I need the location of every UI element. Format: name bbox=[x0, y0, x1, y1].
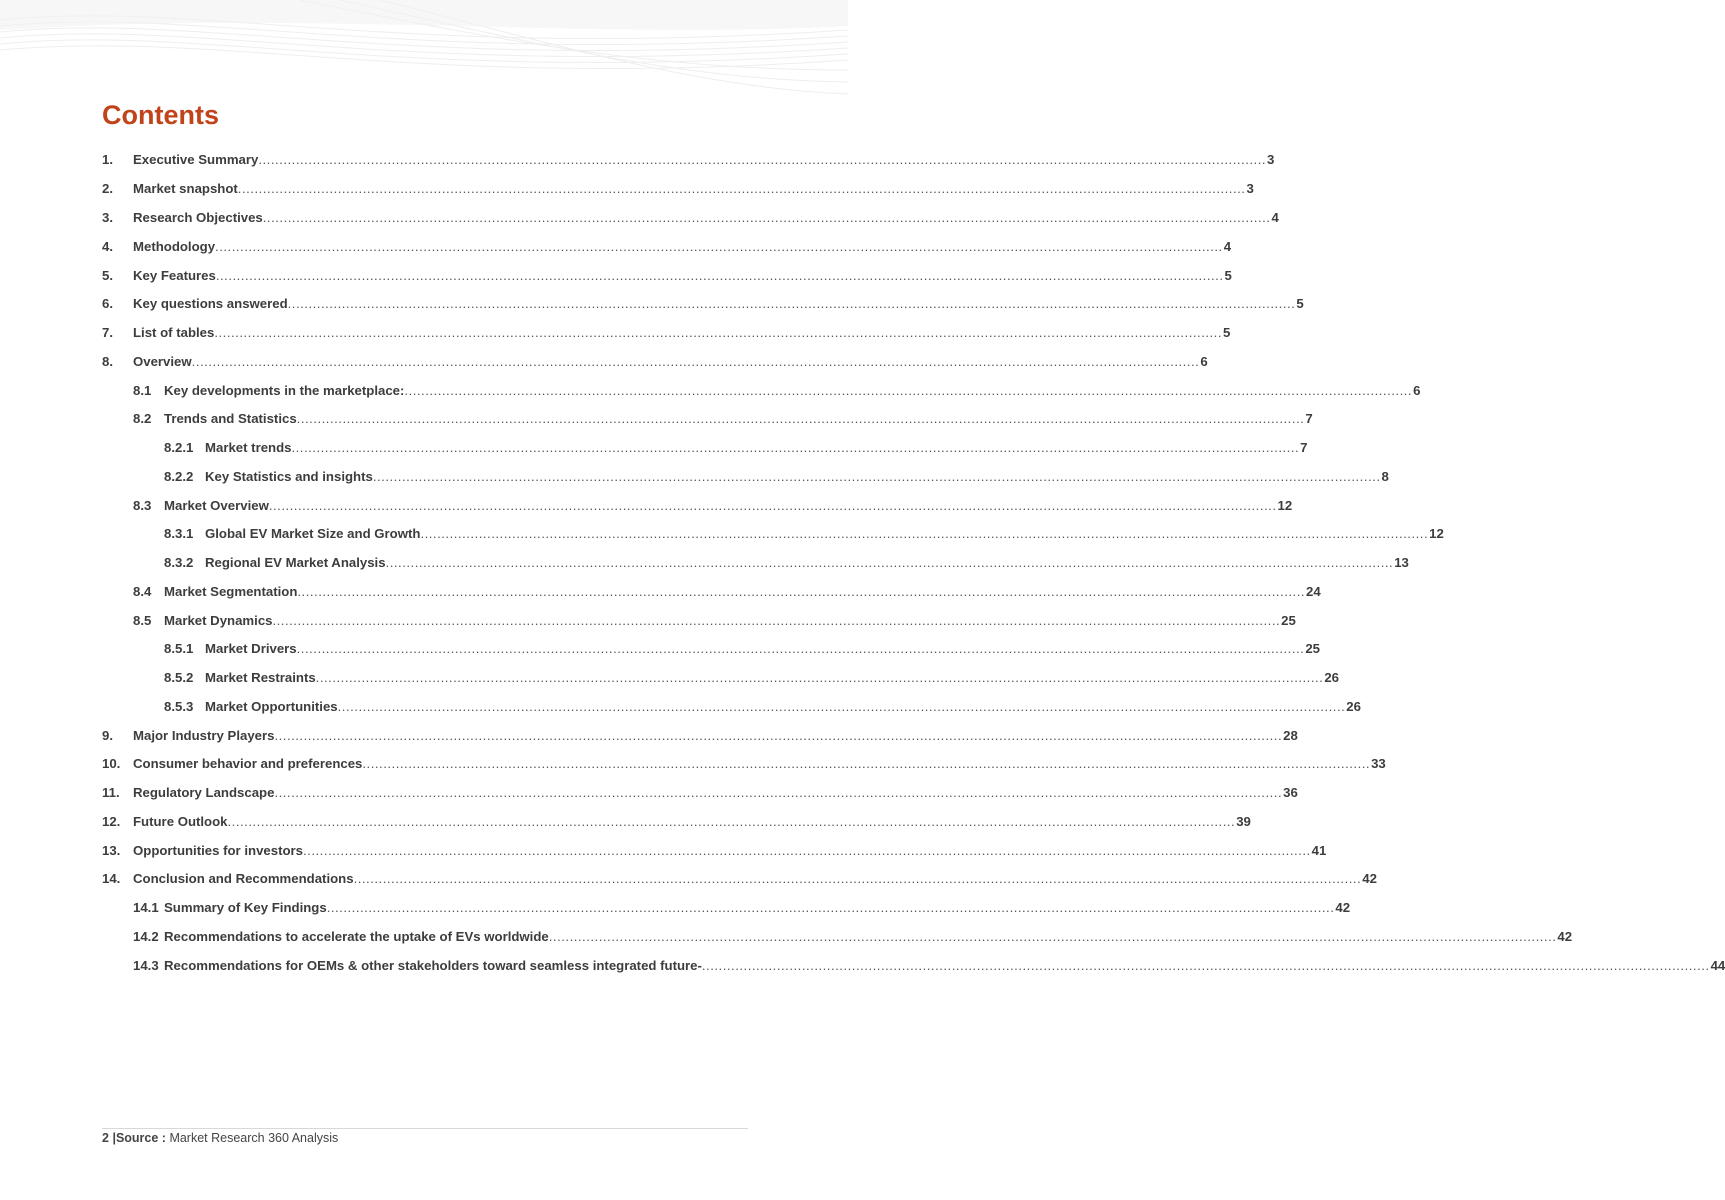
footer-divider bbox=[102, 1128, 748, 1129]
toc-entry-8-3-2[interactable] bbox=[164, 551, 1409, 571]
toc-title: Regional EV Market Analysis bbox=[205, 555, 386, 570]
toc-leader bbox=[288, 296, 1296, 312]
toc-title: Opportunities for investors bbox=[133, 843, 303, 858]
toc-number: 8.5 bbox=[133, 613, 152, 628]
toc-title: Summary of Key Findings bbox=[164, 900, 327, 915]
toc-title: Market Dynamics bbox=[164, 613, 273, 628]
toc-number: 14.2 bbox=[133, 929, 159, 944]
toc-entry-3[interactable] bbox=[102, 206, 1279, 226]
toc-entry-8-1[interactable] bbox=[133, 379, 1421, 399]
toc-page: 5 bbox=[1223, 325, 1231, 340]
toc-entry-8-4[interactable] bbox=[133, 580, 1321, 600]
toc-entry-8-5-2[interactable] bbox=[164, 666, 1340, 686]
toc-entry-12[interactable] bbox=[102, 810, 1251, 830]
toc-page: 39 bbox=[1236, 814, 1251, 829]
toc-page: 26 bbox=[1346, 699, 1361, 714]
toc-page: 25 bbox=[1281, 613, 1296, 628]
toc-number: 12. bbox=[102, 814, 121, 829]
toc-leader bbox=[274, 785, 1282, 801]
toc-page: 36 bbox=[1283, 785, 1298, 800]
toc-title: Key developments in the marketplace: bbox=[164, 383, 405, 398]
toc-leader bbox=[269, 498, 1277, 514]
toc-entry-10[interactable] bbox=[102, 752, 1386, 772]
toc-title: Key Features bbox=[133, 268, 216, 283]
toc-leader bbox=[338, 699, 1346, 715]
toc-entry-7[interactable] bbox=[102, 321, 1231, 341]
toc-page: 7 bbox=[1300, 440, 1308, 455]
toc-number: 8.3 bbox=[133, 498, 152, 513]
toc-leader bbox=[297, 641, 1305, 657]
toc-entry-4[interactable] bbox=[102, 235, 1232, 255]
toc-number: 8.5.1 bbox=[164, 641, 194, 656]
toc-number: 2. bbox=[102, 181, 113, 196]
toc-number: 14.3 bbox=[133, 958, 159, 973]
toc-title: Regulatory Landscape bbox=[133, 785, 275, 800]
toc-number: 8.2 bbox=[133, 411, 152, 426]
page-footer bbox=[102, 1131, 338, 1145]
toc-page: 25 bbox=[1305, 641, 1320, 656]
toc-number: 6. bbox=[102, 296, 113, 311]
toc-number: 9. bbox=[102, 728, 113, 743]
toc-title: Market Overview bbox=[164, 498, 269, 513]
toc-leader bbox=[303, 843, 1311, 859]
toc-leader bbox=[214, 325, 1222, 341]
toc-number: 8.2.1 bbox=[164, 440, 194, 455]
toc-number: 8.4 bbox=[133, 584, 152, 599]
toc-entry-2[interactable] bbox=[102, 177, 1254, 197]
toc-leader bbox=[258, 152, 1266, 168]
toc-number: 4. bbox=[102, 239, 113, 254]
header-wave-decoration bbox=[0, 0, 848, 110]
toc-leader bbox=[297, 411, 1305, 427]
toc-page: 3 bbox=[1267, 152, 1275, 167]
toc-entry-8-5-3[interactable] bbox=[164, 695, 1361, 715]
toc-number: 7. bbox=[102, 325, 113, 340]
toc-number: 1. bbox=[102, 152, 113, 167]
toc-title: Conclusion and Recommendations bbox=[133, 871, 354, 886]
toc-page: 4 bbox=[1271, 210, 1279, 225]
toc-leader bbox=[263, 210, 1271, 226]
toc-number: 8. bbox=[102, 354, 113, 369]
toc-title: Trends and Statistics bbox=[164, 411, 297, 426]
toc-title: Research Objectives bbox=[133, 210, 263, 225]
toc-leader bbox=[316, 670, 1324, 686]
toc-title: Executive Summary bbox=[133, 152, 259, 167]
toc-page: 7 bbox=[1305, 411, 1313, 426]
toc-title: Market Restraints bbox=[205, 670, 316, 685]
toc-leader bbox=[373, 469, 1381, 485]
toc-leader bbox=[702, 958, 1710, 974]
toc-title: Global EV Market Size and Growth bbox=[205, 526, 421, 541]
toc-page: 33 bbox=[1371, 756, 1386, 771]
toc-title: Key Statistics and insights bbox=[205, 469, 373, 484]
toc-entry-13[interactable] bbox=[102, 839, 1327, 859]
toc-title: Market trends bbox=[205, 440, 292, 455]
toc-leader bbox=[327, 900, 1335, 916]
toc-entry-8[interactable] bbox=[102, 350, 1208, 370]
toc-number: 8.3.2 bbox=[164, 555, 194, 570]
toc-page: 42 bbox=[1362, 871, 1377, 886]
toc-number: 8.5.2 bbox=[164, 670, 194, 685]
toc-entry-14-1[interactable] bbox=[133, 896, 1351, 916]
footer-source-label: Source : bbox=[115, 1131, 166, 1145]
toc-number: 8.1 bbox=[133, 383, 152, 398]
footer-page-number: 2 bbox=[102, 1131, 109, 1145]
toc-leader bbox=[192, 354, 1200, 370]
toc-page: 6 bbox=[1413, 383, 1421, 398]
toc-number: 14. bbox=[102, 871, 121, 886]
toc-leader bbox=[238, 181, 1246, 197]
toc-number: 13. bbox=[102, 843, 121, 858]
toc-entry-8-3-1[interactable] bbox=[164, 522, 1444, 542]
toc-title: Future Outlook bbox=[133, 814, 228, 829]
toc-page: 26 bbox=[1324, 670, 1340, 685]
toc-number: 11. bbox=[102, 785, 120, 800]
toc-page: 5 bbox=[1224, 268, 1232, 283]
toc-leader bbox=[404, 383, 1412, 399]
toc-number: 3. bbox=[102, 210, 113, 225]
footer-source-text: Market Research 360 Analysis bbox=[169, 1131, 339, 1145]
toc-entry-14[interactable] bbox=[102, 867, 1377, 887]
toc-title: List of tables bbox=[133, 325, 215, 340]
toc-page: 13 bbox=[1394, 555, 1409, 570]
toc-page: 42 bbox=[1335, 900, 1351, 915]
toc-title: Market Drivers bbox=[205, 641, 297, 656]
footer-separator: | bbox=[112, 1131, 116, 1145]
toc-title: Overview bbox=[133, 354, 192, 369]
toc-entry-9[interactable] bbox=[102, 724, 1298, 744]
toc-entry-14-2[interactable] bbox=[133, 925, 1573, 945]
toc-entry-14-3[interactable] bbox=[133, 954, 1725, 974]
toc-title: Methodology bbox=[133, 239, 216, 254]
toc-page: 6 bbox=[1200, 354, 1208, 369]
toc-leader bbox=[291, 440, 1299, 456]
toc-page: 5 bbox=[1296, 296, 1304, 311]
toc-page: 42 bbox=[1557, 929, 1573, 944]
toc-page: 41 bbox=[1311, 843, 1327, 858]
toc-title: Market Segmentation bbox=[164, 584, 298, 599]
toc-leader bbox=[297, 584, 1305, 600]
toc-title: Market Opportunities bbox=[205, 699, 338, 714]
toc-title: Consumer behavior and preferences bbox=[133, 756, 363, 771]
toc-number: 8.3.1 bbox=[164, 526, 194, 541]
toc-entry-8-3[interactable] bbox=[133, 494, 1293, 514]
toc-entry-5[interactable] bbox=[102, 264, 1232, 284]
toc-leader bbox=[354, 871, 1362, 887]
toc-page: 12 bbox=[1277, 498, 1293, 513]
toc-title: Key questions answered bbox=[133, 296, 288, 311]
toc-entry-6[interactable] bbox=[102, 292, 1304, 312]
toc-leader bbox=[386, 555, 1394, 571]
toc-entry-8-2-1[interactable] bbox=[164, 436, 1308, 456]
toc-leader bbox=[216, 268, 1224, 284]
toc-page: 24 bbox=[1306, 584, 1321, 599]
toc-page: 8 bbox=[1381, 469, 1389, 484]
toc-entry-8-2-2[interactable] bbox=[164, 465, 1389, 485]
toc-leader bbox=[362, 756, 1370, 772]
toc-entry-1[interactable] bbox=[102, 148, 1275, 168]
toc-title: Recommendations for OEMs & other stakeholders toward seamless integrated future- bbox=[164, 958, 702, 973]
toc-title: Recommendations to accelerate the uptake of EVs worldwide bbox=[164, 929, 549, 944]
toc-page: 44 bbox=[1710, 958, 1725, 973]
toc-number: 10. bbox=[102, 756, 121, 771]
toc-title: Market snapshot bbox=[133, 181, 238, 196]
toc-leader bbox=[215, 239, 1223, 255]
toc-title: Major Industry Players bbox=[133, 728, 275, 743]
toc-number: 14.1 bbox=[133, 900, 159, 915]
toc-leader bbox=[272, 613, 1280, 629]
toc-number: 8.5.3 bbox=[164, 699, 194, 714]
toc-leader bbox=[420, 526, 1428, 542]
toc-entry-8-2[interactable] bbox=[133, 407, 1313, 427]
toc-entry-11[interactable] bbox=[102, 781, 1298, 801]
page-title: Contents bbox=[102, 100, 219, 130]
toc-page: 28 bbox=[1283, 728, 1298, 743]
toc-leader bbox=[274, 728, 1282, 744]
toc-leader bbox=[549, 929, 1557, 945]
toc-entry-8-5-1[interactable] bbox=[164, 637, 1320, 657]
toc-number: 8.2.2 bbox=[164, 469, 194, 484]
toc-page: 4 bbox=[1223, 239, 1232, 254]
toc-entry-8-5[interactable] bbox=[133, 609, 1296, 629]
toc-page: 12 bbox=[1429, 526, 1444, 541]
toc-page: 3 bbox=[1246, 181, 1254, 196]
toc-leader bbox=[228, 814, 1236, 830]
toc-number: 5. bbox=[102, 268, 113, 283]
